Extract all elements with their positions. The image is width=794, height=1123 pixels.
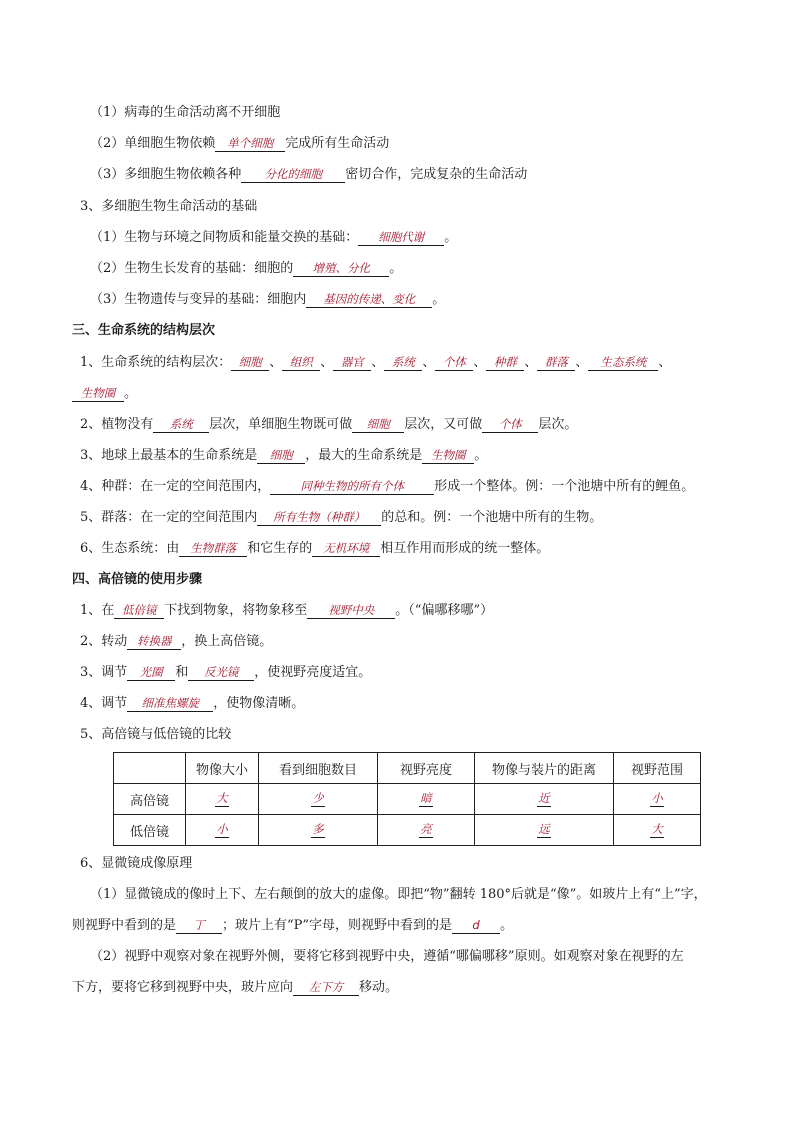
table-cell: 远: [475, 815, 614, 846]
table-cell: 亮: [378, 815, 475, 846]
answer: 同种生物的所有个体: [270, 479, 434, 495]
answer: 无机环境: [312, 541, 380, 557]
table-header: 物像与装片的距离: [475, 753, 614, 784]
text-line: 2、植物没有 系统 层次，单细胞生物既可做 细胞 层次，又可做 个体 层次。: [80, 417, 578, 432]
text-line: （3）生物遗传与变异的基础：细胞内 基因的传递、变化 。: [90, 292, 446, 307]
table-header: 物像大小: [186, 753, 259, 784]
text-line: 3、地球上最基本的生命系统是 细胞 ，最大的生命系统是 生物圈 。: [80, 448, 488, 463]
text-line: 1、在 低倍镜 下找到物象，将物象移至 视野中央 。（“偏哪移哪”）: [80, 603, 494, 618]
answer: 细胞代谢: [358, 230, 444, 246]
answer: 转换器: [127, 634, 181, 650]
answer: 系统: [384, 355, 422, 371]
table-cell: 大: [614, 815, 701, 846]
table-row: [114, 815, 701, 846]
row-label: 低倍镜: [114, 815, 186, 846]
text-line: 2、转动 转换器 ，换上高倍镜。: [80, 634, 273, 649]
answer: 反光镜: [188, 665, 254, 681]
answer: 个体: [435, 355, 473, 371]
table-cell: 暗: [378, 784, 475, 815]
answer: 生物圈: [422, 448, 474, 464]
answer: 生态系统: [588, 355, 658, 371]
text-line: 下方，要将它移到视野中央，玻片应向 左下方 移动。: [72, 980, 399, 995]
answer: 群落: [537, 355, 575, 371]
answer: 左下方: [293, 980, 359, 996]
text-line: （1）显微镜成的像时上下、左右颠倒的放大的虚像。即把“物”翻转 180°后就是“像”。如玻片上有“上”字，: [90, 887, 707, 902]
section-heading: 三、生命系统的结构层次: [72, 323, 216, 338]
table-cell: 大: [186, 784, 259, 815]
text-line: 4、种群：在一定的空间范围内， 同种生物的所有个体 形成一个整体。例：一个池塘中所有的鲤鱼。: [80, 479, 695, 494]
answer: 器官: [333, 355, 371, 371]
text-line: 生物圈 。: [72, 385, 732, 403]
text-line: （2）单细胞生物依赖 单个细胞 完成所有生命活动: [90, 136, 390, 151]
table-header: 视野范围: [614, 753, 701, 784]
text-line: （3）多细胞生物依赖各种 分化的细胞 密切合作，完成复杂的生命活动: [90, 167, 528, 182]
table-header: [114, 753, 186, 784]
answer: 系统: [153, 417, 209, 433]
text-line: 则视野中看到的是 丁 ；玻片上有“P”字母，则视野中看到的是 d 。: [72, 918, 514, 933]
text-line: 6、生态系统：由 生物群落 和它生存的 无机环境 相互作用而形成的统一整体。: [80, 541, 550, 556]
text-line: 4、调节 细准焦螺旋 ，使物像清晰。: [80, 696, 305, 711]
text-line: 5、高倍镜与低倍镜的比较: [80, 727, 232, 742]
table-header: 看到细胞数目: [259, 753, 378, 784]
answer: d: [452, 918, 500, 934]
comparison-table: [113, 752, 701, 846]
table-header-row: [114, 753, 701, 784]
text-line: （2）生物生长发育的基础：细胞的 增殖、分化 。: [90, 261, 403, 276]
answer: 个体: [482, 417, 538, 433]
answer: 分化的细胞: [241, 167, 345, 183]
answer: 种群: [486, 355, 524, 371]
answer: 增殖、分化: [293, 261, 389, 277]
text-line: 6、显微镜成像原理: [80, 856, 193, 871]
text-line: 3、多细胞生物生命活动的基础: [80, 199, 258, 214]
answer: 视野中央: [307, 603, 395, 619]
text-line: （2）视野中观察对象在视野外侧，要将它移到视野中央，遵循“哪偏哪移”原则。如观察对象在视野的左: [90, 949, 684, 964]
answer: 低倍镜: [114, 603, 164, 619]
text-line: （1）生物与环境之间物质和能量交换的基础： 细胞代谢 。: [90, 230, 458, 245]
answer: 生物群落: [179, 541, 247, 557]
table-cell: 少: [259, 784, 378, 815]
table-cell: 小: [614, 784, 701, 815]
table-cell: 多: [259, 815, 378, 846]
text-line: 5、群落：在一定的空间范围内 所有生物（种群） 的总和。例：一个池塘中所有的生物。: [80, 510, 603, 525]
answer: 基因的传递、变化: [306, 292, 432, 308]
answer: 丁: [176, 918, 222, 934]
answer: 细准焦螺旋: [127, 696, 213, 712]
text-line: （1）病毒的生命活动离不开细胞: [90, 105, 281, 120]
answer: 生物圈: [72, 386, 124, 402]
answer: 组织: [282, 355, 320, 371]
table-cell: 近: [475, 784, 614, 815]
section-heading: 四、高倍镜的使用步骤: [72, 572, 203, 587]
table-cell: 小: [186, 815, 259, 846]
answer: 细胞: [231, 355, 269, 371]
answer: 细胞: [352, 417, 404, 433]
row-label: 高倍镜: [114, 784, 186, 815]
answer: 所有生物（种群）: [257, 510, 381, 526]
table-header: 视野亮度: [378, 753, 475, 784]
answer: 单个细胞: [215, 136, 285, 152]
answer: 光圈: [127, 665, 175, 681]
text-line: 3、调节 光圈 和 反光镜 ，使视野亮度适宜。: [80, 665, 372, 680]
text-line: 1、生命系统的结构层次： 细胞 、 组织 、 器官 、 系统 、 个体 、 种群 、 群落 、 生态系统 、: [80, 355, 672, 370]
answer: 细胞: [257, 448, 305, 464]
table-row: [114, 784, 701, 815]
